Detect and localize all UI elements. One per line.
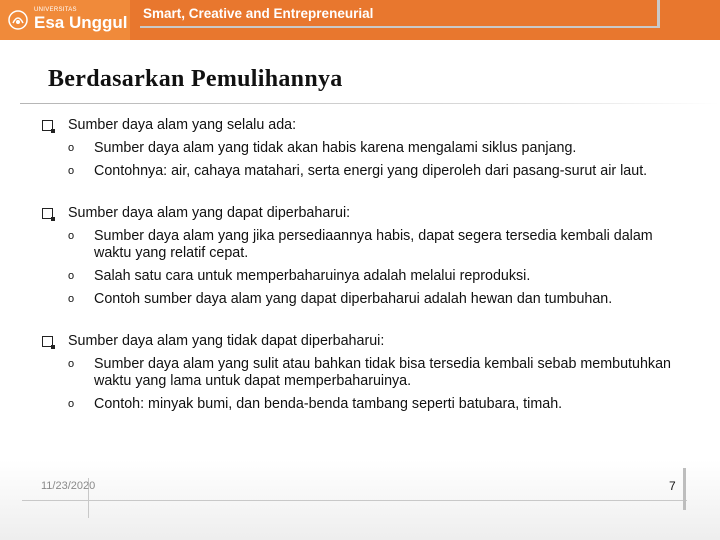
list-item-text: Sumber daya alam yang jika persediaannya habis, dapat segera tersedia kembali dalam waktu yang relatif cepat. — [94, 228, 653, 261]
circle-bullet-icon: o — [68, 165, 75, 177]
list-item-text: Contohnya: air, cahaya matahari, serta energi yang diperoleh dari pasang-surut air laut. — [94, 163, 648, 179]
list-item — [68, 140, 682, 157]
section-heading-row — [42, 117, 682, 134]
logo-name: Esa Unggul — [34, 13, 128, 32]
footer-divider — [22, 500, 687, 501]
checkbox-bullet-icon — [42, 208, 53, 219]
header-bar — [0, 0, 720, 40]
list-item — [68, 268, 682, 285]
checkbox-bullet-icon — [42, 336, 53, 347]
header-divider — [140, 26, 660, 28]
circle-bullet-icon: o — [68, 358, 75, 370]
circle-bullet-icon: o — [68, 398, 75, 410]
university-logo — [0, 0, 130, 40]
circle-bullet-icon: o — [68, 270, 75, 282]
list-item-text: Sumber daya alam yang tidak akan habis karena mengalami siklus panjang. — [94, 140, 577, 156]
section-heading-row — [42, 333, 682, 350]
circle-bullet-icon: o — [68, 293, 75, 305]
tagline: Smart, Creative and Entrepreneurial — [143, 6, 374, 21]
list-item — [68, 291, 682, 308]
list-item-text: Contoh: minyak bumi, dan benda-benda tambang seperti batubara, timah. — [94, 396, 563, 412]
list-item — [68, 228, 682, 262]
list-item-text: Sumber daya alam yang sulit atau bahkan tidak bisa tersedia kembali sebab membutuhkan waktu yang lama untuk dapat memperbaharuinya. — [94, 356, 671, 389]
section-heading: Sumber daya alam yang selalu ada: — [68, 117, 297, 133]
section-selalu-ada — [42, 117, 682, 180]
logo-emblem-icon — [8, 10, 28, 30]
header-bracket — [657, 0, 660, 28]
list-item — [68, 396, 682, 413]
list-item-text: Contoh sumber daya alam yang dapat diperbaharui adalah hewan dan tumbuhan. — [94, 291, 613, 307]
list-item — [68, 163, 682, 180]
slide-content — [42, 117, 682, 413]
slide-title: Berdasarkan Pemulihannya — [48, 66, 343, 92]
circle-bullet-icon: o — [68, 142, 75, 154]
list-item-text: Salah satu cara untuk memperbaharuinya adalah melalui reproduksi. — [94, 268, 531, 284]
title-underline — [20, 103, 720, 104]
section-heading-row — [42, 205, 682, 222]
section-heading: Sumber daya alam yang dapat diperbaharui: — [68, 205, 351, 221]
footer-date: 11/23/2020 — [41, 480, 96, 492]
circle-bullet-icon: o — [68, 230, 75, 242]
section-heading: Sumber daya alam yang tidak dapat diperbaharui: — [68, 333, 385, 349]
page-number: 7 — [669, 479, 676, 493]
footer-divider-right — [683, 468, 686, 510]
checkbox-bullet-icon — [42, 120, 53, 131]
section-tidak-dapat-diperbaharui — [42, 333, 682, 413]
logo-small-text: UNIVERSITAS — [34, 7, 77, 13]
list-item — [68, 356, 682, 390]
section-dapat-diperbaharui — [42, 205, 682, 308]
